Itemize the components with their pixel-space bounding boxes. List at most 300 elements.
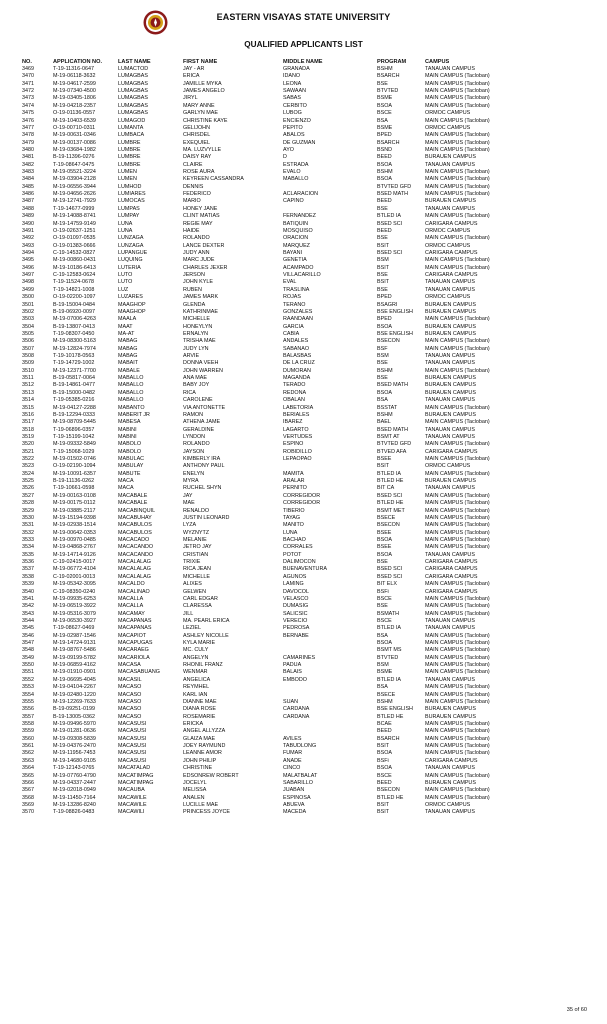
cell-program: BSOA — [377, 765, 392, 772]
cell-last-name: MACABINQUIL — [118, 507, 156, 514]
cell-program: BTVTED — [377, 88, 399, 95]
cell-no: 3519 — [22, 433, 34, 440]
cell-application-no: B-19-15004-0484 — [53, 301, 95, 308]
cell-program: BSHM — [377, 698, 393, 705]
table-row — [22, 544, 592, 551]
cell-middle-name: CORRALES — [283, 544, 313, 551]
table-row — [22, 390, 592, 397]
table-row — [22, 441, 592, 448]
cell-middle-name: TAYAG — [283, 514, 301, 521]
cell-last-name: LUMANTA — [118, 124, 144, 131]
cell-program: BSEE — [377, 456, 392, 463]
cell-campus: TANAUAN CAMPUS — [425, 485, 475, 492]
cell-program: BSOA — [377, 537, 392, 543]
cell-first-name: ANGEL ALLYZZA — [183, 728, 226, 735]
cell-application-no: M-19-02987-1546 — [53, 632, 96, 639]
cell-no: 3517 — [22, 419, 34, 426]
cell-program: BSED SCI — [377, 573, 403, 580]
cell-campus: ORMOC CAMPUS — [425, 242, 471, 249]
cell-middle-name: MABALLO — [283, 176, 309, 183]
table-row — [22, 110, 592, 117]
cell-program: BSE — [377, 286, 388, 293]
cell-last-name: MACALDO — [118, 581, 145, 588]
cell-first-name: GARLYN MAE — [183, 110, 218, 117]
cell-no: 3555 — [22, 698, 34, 705]
cell-campus: MAIN CAMPUS (Tacloban) — [425, 191, 490, 198]
cell-no: 3535 — [22, 551, 34, 558]
cell-campus: MAIN CAMPUS (Tacloban) — [425, 169, 490, 176]
cell-no: 3561 — [22, 743, 34, 750]
cell-middle-name: VELASCO — [283, 595, 309, 602]
cell-first-name: MICHELLE — [183, 316, 210, 323]
cell-program: BSMT MET — [377, 507, 405, 514]
cell-last-name: MABINI — [118, 426, 137, 433]
cell-program: BEED — [377, 154, 392, 161]
cell-middle-name: MANITO — [283, 522, 304, 529]
cell-program: BSED MATH — [377, 426, 409, 433]
cell-no: 3524 — [22, 470, 34, 477]
cell-middle-name: LABETORIA — [283, 404, 314, 411]
cell-no: 3500 — [22, 294, 34, 301]
cell-first-name: CHARLES JEXER — [183, 264, 228, 271]
cell-campus: TANAUAN CAMPUS — [425, 397, 475, 404]
cell-program: BSEE — [377, 544, 392, 551]
cell-program: BSE ENGLISH — [377, 706, 413, 713]
cell-program: BSIT — [377, 463, 389, 470]
cell-last-name: MACASO — [118, 691, 142, 698]
cell-no: 3481 — [22, 154, 34, 161]
cell-program: BTLED HE — [377, 478, 404, 485]
cell-middle-name: ANADE — [283, 757, 302, 764]
cell-no: 3564 — [22, 765, 34, 772]
cell-last-name: LUZARES — [118, 294, 143, 301]
cell-last-name: MACALINAO — [118, 588, 150, 595]
cell-campus: TANAUAN CAMPUS — [425, 360, 475, 367]
table-row — [22, 118, 592, 125]
table-row — [22, 294, 592, 301]
cell-first-name: EXEQUIEL — [183, 139, 210, 146]
table-row — [22, 103, 592, 110]
cell-middle-name — [283, 684, 377, 691]
cell-last-name: MABAG — [118, 338, 138, 345]
cell-last-name: MABALE — [118, 367, 140, 374]
cell-last-name: MABULAC — [118, 456, 145, 463]
cell-program: BTLED IA — [377, 676, 401, 683]
cell-program: BSOA — [377, 551, 392, 558]
cell-application-no: B-19-11136-0262 — [53, 478, 95, 485]
cell-no: 3567 — [22, 787, 34, 794]
cell-last-name: MACAWILI — [118, 809, 145, 816]
cell-campus: MAIN CAMPUS (Tacloban) — [425, 507, 490, 514]
cell-no: 3516 — [22, 411, 34, 418]
table-row — [22, 758, 592, 765]
cell-middle-name — [283, 206, 377, 213]
cell-application-no: C-19-02001-0013 — [53, 573, 96, 580]
cell-no: 3483 — [22, 169, 34, 176]
cell-middle-name: DE LA CRUZ — [283, 360, 315, 367]
cell-application-no: M-19-09199-5782 — [53, 654, 96, 661]
cell-middle-name: MAGANDA — [283, 375, 311, 382]
cell-program: BSME — [377, 124, 393, 131]
cell-application-no: M-19-01910-0901 — [53, 669, 96, 676]
cell-campus: MAIN CAMPUS (Tacloban) — [425, 367, 490, 374]
cell-no: 3488 — [22, 205, 34, 212]
cell-middle-name: BERIALES — [283, 411, 310, 418]
cell-last-name: LUTO — [118, 272, 133, 279]
cell-last-name: LUMBRE — [118, 154, 141, 161]
cell-no: 3512 — [22, 382, 34, 389]
cell-program: BPED — [377, 294, 392, 301]
table-row — [22, 353, 592, 360]
cell-application-no: B-19-13807-0413 — [53, 323, 95, 330]
cell-no: 3565 — [22, 772, 34, 779]
cell-application-no: M-19-06556-3944 — [53, 183, 96, 190]
cell-no: 3526 — [22, 485, 34, 492]
cell-middle-name: BUENAVENTURA — [283, 566, 327, 573]
cell-last-name: MACALALAG — [118, 559, 151, 566]
cell-middle-name: CINCO — [283, 765, 301, 772]
cell-middle-name: LAMING — [283, 581, 304, 588]
cell-application-no: M-19-02938-1514 — [53, 522, 96, 529]
cell-no: 3472 — [22, 88, 34, 95]
cell-first-name: CLARESSA — [183, 603, 212, 610]
cell-no: 3525 — [22, 478, 34, 485]
cell-campus: TANAUAN CAMPUS — [425, 809, 475, 816]
cell-application-no: M-19-00175-0112 — [53, 500, 96, 507]
cell-last-name: MAAGHOP — [118, 308, 146, 315]
cell-application-no: M-19-09935-6253 — [53, 595, 96, 602]
cell-application-no: T-19-15068-1029 — [53, 448, 95, 455]
cell-no: 3484 — [22, 176, 34, 183]
cell-application-no: C-19-02415-0017 — [53, 559, 96, 566]
cell-last-name: LUMIARES — [118, 191, 146, 198]
cell-application-no: O-19-01097-0535 — [53, 235, 96, 242]
cell-middle-name: D — [283, 154, 287, 161]
cell-no: 3494 — [22, 249, 34, 256]
cell-campus: MAIN CAMPUS (Tacloban) — [425, 419, 490, 426]
cell-application-no: M-19-08300-5163 — [53, 338, 96, 345]
cell-program: BSECON — [377, 522, 400, 529]
cell-application-no: M-19-03405-1806 — [53, 95, 96, 102]
table-row — [22, 250, 592, 257]
cell-middle-name: REDOÑA — [283, 389, 307, 396]
cell-first-name: DONNA VEEH — [183, 360, 219, 367]
cell-application-no: M-19-12824-7974 — [53, 345, 96, 352]
cell-program: BSME — [377, 669, 393, 676]
table-row — [22, 618, 592, 625]
cell-application-no: M-19-04127-2288 — [53, 404, 96, 411]
cell-no: 3532 — [22, 529, 34, 536]
cell-campus: MAIN CAMPUS (Tacloban) — [425, 441, 490, 448]
cell-last-name: MACABULOS — [118, 529, 152, 536]
table-header-row — [22, 58, 592, 66]
cell-last-name: LUNZAGA — [118, 235, 144, 242]
cell-campus: ORMOC CAMPUS — [425, 110, 471, 117]
cell-last-name: MABOLO — [118, 441, 142, 448]
table-row — [22, 434, 592, 441]
cell-campus: BURAUEN CAMPUS — [425, 330, 476, 337]
cell-last-name: MACASABUANG — [118, 669, 160, 676]
cell-first-name: MAE — [183, 500, 195, 507]
cell-program: BSE — [377, 375, 388, 382]
cell-program: BSARCH — [377, 735, 400, 742]
cell-last-name: MABALLO — [118, 375, 144, 382]
cell-middle-name: AYO — [283, 146, 294, 153]
cell-program: BSHM — [377, 66, 393, 72]
cell-program: BSA — [377, 117, 388, 124]
cell-application-no: T-19-05385-0216 — [53, 397, 95, 404]
table-row — [22, 382, 592, 389]
cell-campus: MAIN CAMPUS (Tacloban) — [425, 640, 490, 647]
cell-middle-name: GENETIA — [283, 257, 307, 264]
cell-middle-name: EVAL — [283, 279, 297, 286]
cell-program: BTLED IA — [377, 470, 401, 477]
cell-campus: CARIGARA CAMPUS — [425, 566, 478, 573]
table-row — [22, 272, 592, 279]
table-row — [22, 95, 592, 102]
cell-last-name: MABESA — [118, 419, 141, 426]
cell-no: 3479 — [22, 139, 34, 146]
cell-program: BSOA — [377, 176, 392, 183]
cell-last-name: MACASUSI — [118, 757, 147, 764]
cell-first-name: FEDERICO — [183, 191, 211, 198]
table-row — [22, 449, 592, 456]
cell-application-no: M-19-08709-5445 — [53, 419, 96, 426]
cell-campus: MAIN CAMPUS (Tacloban) — [425, 728, 490, 735]
table-row — [22, 132, 592, 139]
cell-middle-name: BALASBAS — [283, 353, 312, 360]
cell-middle-name: BERNABE — [283, 632, 309, 639]
cell-campus: MAIN CAMPUS (Tacloban) — [425, 632, 490, 639]
cell-no: 3530 — [22, 514, 34, 521]
cell-no: 3514 — [22, 397, 34, 404]
cell-campus: MAIN CAMPUS (Tacloban) — [425, 662, 490, 669]
cell-campus: MAIN CAMPUS (Tacloban) — [425, 772, 490, 779]
cell-first-name: MARIO — [183, 198, 201, 205]
cell-middle-name: SAWAAN — [283, 88, 306, 95]
cell-first-name: JILL — [183, 610, 194, 617]
table-row — [22, 221, 592, 228]
cell-middle-name: ESPINOSA — [283, 794, 311, 801]
table-row — [22, 162, 592, 169]
cell-middle-name: CARDAÑA — [283, 706, 310, 713]
cell-campus: BURAUEN CAMPUS — [425, 478, 476, 485]
table-row — [22, 669, 592, 676]
cell-last-name: LUMAGBAS — [118, 95, 148, 102]
table-row — [22, 625, 592, 632]
cell-first-name: HAIDE — [183, 227, 200, 234]
table-row — [22, 88, 592, 95]
table-row — [22, 338, 592, 345]
cell-first-name: JOEY RAYMUND — [183, 743, 226, 750]
cell-campus: MAIN CAMPUS (Tacloban) — [425, 213, 490, 220]
cell-application-no: M-19-07340-4500 — [53, 88, 96, 95]
cell-campus: MAIN CAMPUS (Tacloban) — [425, 338, 490, 345]
university-name: EASTERN VISAYAS STATE UNIVERSITY — [216, 12, 391, 22]
cell-program: BSED SCI — [377, 492, 403, 499]
cell-middle-name — [283, 728, 377, 735]
cell-program: BSARCH — [377, 73, 400, 80]
cell-last-name: MACATIMPAG — [118, 779, 154, 786]
cell-first-name: MICHELLE — [183, 573, 210, 580]
cell-campus: TANAUAN CAMPUS — [425, 279, 475, 286]
cell-first-name: JUDY ANN — [183, 249, 210, 256]
cell-campus: TANAUAN CAMPUS — [425, 353, 475, 360]
cell-first-name: MARY ANNE — [183, 102, 215, 109]
table-row — [22, 515, 592, 522]
cell-middle-name — [283, 640, 377, 647]
cell-middle-name — [283, 647, 377, 654]
cell-last-name: MACABULOS — [118, 522, 152, 529]
cell-first-name: RAMON — [183, 411, 204, 418]
cell-middle-name: LEPAOPAO — [283, 456, 312, 463]
cell-middle-name: CABIA — [283, 330, 300, 337]
cell-application-no: M-19-10091-6357 — [53, 470, 96, 477]
table-row — [22, 647, 592, 654]
cell-last-name: MAAT — [118, 323, 133, 330]
cell-program: BTLED IA — [377, 625, 401, 632]
cell-first-name: JAY — [183, 492, 193, 499]
cell-no: 3546 — [22, 632, 34, 639]
cell-application-no: B-19-12294-0333 — [53, 411, 95, 418]
cell-campus: ORMOC CAMPUS — [425, 294, 471, 301]
cell-middle-name: PADUA — [283, 662, 302, 669]
cell-application-no: T-19-14677-0999 — [53, 205, 95, 212]
cell-middle-name: RAANDAAN — [283, 316, 313, 323]
cell-first-name: RICA — [183, 389, 196, 396]
cell-first-name: HONEYLYN — [183, 323, 213, 330]
cell-first-name: CARL EDGAR — [183, 595, 218, 602]
cell-last-name: MACASUSI — [118, 743, 147, 750]
cell-middle-name: AVILES — [283, 735, 302, 742]
cell-last-name: MACAPIOT — [118, 632, 147, 639]
cell-campus: MAIN CAMPUS (Tacloban) — [425, 492, 490, 499]
cell-no: 3485 — [22, 183, 34, 190]
cell-no: 3487 — [22, 198, 34, 205]
cell-middle-name: TERANO — [283, 301, 306, 308]
cell-campus: TANAUAN CAMPUS — [425, 433, 475, 440]
cell-application-no: M-19-05521-3224 — [53, 169, 96, 176]
cell-last-name: LUNA — [118, 227, 133, 234]
cell-middle-name: MOSQUISO — [283, 227, 313, 234]
cell-program: BSE ENGLISH — [377, 308, 413, 315]
cell-no: 3490 — [22, 220, 34, 227]
cell-first-name: TRISHA MAE — [183, 338, 216, 345]
cell-campus: MAIN CAMPUS (Tacloban) — [425, 264, 490, 271]
cell-no: 3523 — [22, 463, 34, 470]
cell-no: 3474 — [22, 102, 34, 109]
cell-last-name: MACACANDO — [118, 551, 154, 558]
table-row — [22, 198, 592, 205]
page-header — [0, 0, 607, 58]
cell-program: BSHM — [377, 367, 393, 374]
cell-middle-name: TERADO — [283, 382, 306, 389]
cell-application-no: M-19-00137-0086 — [53, 139, 96, 146]
cell-campus: BURAUEN CAMPUS — [425, 308, 476, 315]
cell-middle-name: GRANADA — [283, 66, 310, 72]
cell-last-name: MACACANDO — [118, 544, 154, 551]
cell-program: BPED — [377, 132, 392, 139]
cell-application-no: M-19-00970-0485 — [53, 537, 96, 543]
cell-no: 3499 — [22, 286, 34, 293]
cell-middle-name: PERNITO — [283, 485, 307, 492]
cell-last-name: MACAUBA — [118, 787, 145, 794]
cell-campus: MAIN CAMPUS (Tacloban) — [425, 750, 490, 757]
cell-campus: CARIGARA CAMPUS — [425, 220, 478, 227]
table-row — [22, 559, 592, 566]
cell-program: BSECON — [377, 787, 400, 794]
cell-no: 3498 — [22, 279, 34, 286]
cell-program: BSA — [377, 684, 388, 691]
cell-no: 3504 — [22, 323, 34, 330]
cell-middle-name: VERTUDES — [283, 433, 313, 440]
cell-campus: MAIN CAMPUS (Tacloban) — [425, 404, 490, 411]
cell-middle-name: SABAS — [283, 95, 301, 102]
cell-program: BSEE — [377, 529, 392, 536]
cell-middle-name: TRASLINA — [283, 286, 310, 293]
table-row — [22, 787, 592, 794]
cell-no: 3568 — [22, 794, 34, 801]
cell-first-name: CAROLENE — [183, 397, 213, 404]
cell-no: 3541 — [22, 595, 34, 602]
cell-program: BSHM — [377, 411, 393, 418]
cell-no: 3478 — [22, 132, 34, 139]
cell-no: 3557 — [22, 713, 34, 720]
cell-program: BSF — [377, 345, 388, 352]
cell-campus: MAIN CAMPUS (Tacloban) — [425, 257, 490, 264]
cell-program: BTVTED GFD — [377, 441, 412, 448]
cell-application-no: M-19-12371-7700 — [53, 367, 96, 374]
cell-last-name: MAALA — [118, 316, 137, 323]
cell-first-name: ALIXES — [183, 581, 202, 588]
cell-no: 3518 — [22, 426, 34, 433]
cell-no: 3551 — [22, 669, 34, 676]
table-row — [22, 176, 592, 183]
cell-middle-name: CERBITO — [283, 102, 307, 109]
cell-first-name: GERALDINE — [183, 426, 215, 433]
cell-program: BTLED HE — [377, 794, 404, 801]
cell-first-name: JETRO JAY — [183, 544, 212, 551]
cell-last-name: MABINI — [118, 433, 137, 440]
cell-application-no: T-19-14729-1002 — [53, 360, 95, 367]
table-row — [22, 346, 592, 353]
cell-last-name: LUMAGOD — [118, 117, 146, 124]
cell-last-name: MAAGHOP — [118, 301, 146, 308]
cell-campus: MAIN CAMPUS (Tacloban) — [425, 470, 490, 477]
cell-application-no: M-19-10186-6413 — [53, 264, 96, 271]
cell-first-name: EDSONREW ROBERT — [183, 772, 239, 779]
cell-last-name: MACASUSI — [118, 750, 147, 757]
cell-first-name: JOHN PHILIP — [183, 757, 217, 764]
cell-campus: TANAUAN CAMPUS — [425, 426, 475, 433]
cell-campus: CARIGARA CAMPUS — [425, 559, 478, 566]
table-row — [22, 795, 592, 802]
table-row — [22, 368, 592, 375]
table-row — [22, 66, 592, 73]
cell-first-name: GLAIZA MAE — [183, 735, 216, 742]
cell-no: 3497 — [22, 272, 34, 279]
table-row — [22, 736, 592, 743]
cell-middle-name: SALICSIC — [283, 610, 308, 617]
cell-last-name: MACALLA — [118, 603, 144, 610]
cell-no: 3475 — [22, 110, 34, 117]
cell-last-name: MABALLO — [118, 382, 144, 389]
cell-program: BSED SCI — [377, 566, 403, 573]
cell-middle-name: DE GUZMAN — [283, 139, 316, 146]
cell-first-name: ANGELICA — [183, 676, 211, 683]
cell-application-no: M-19-00631-0346 — [53, 132, 96, 139]
cell-campus: CARIGARA CAMPUS — [425, 588, 478, 595]
